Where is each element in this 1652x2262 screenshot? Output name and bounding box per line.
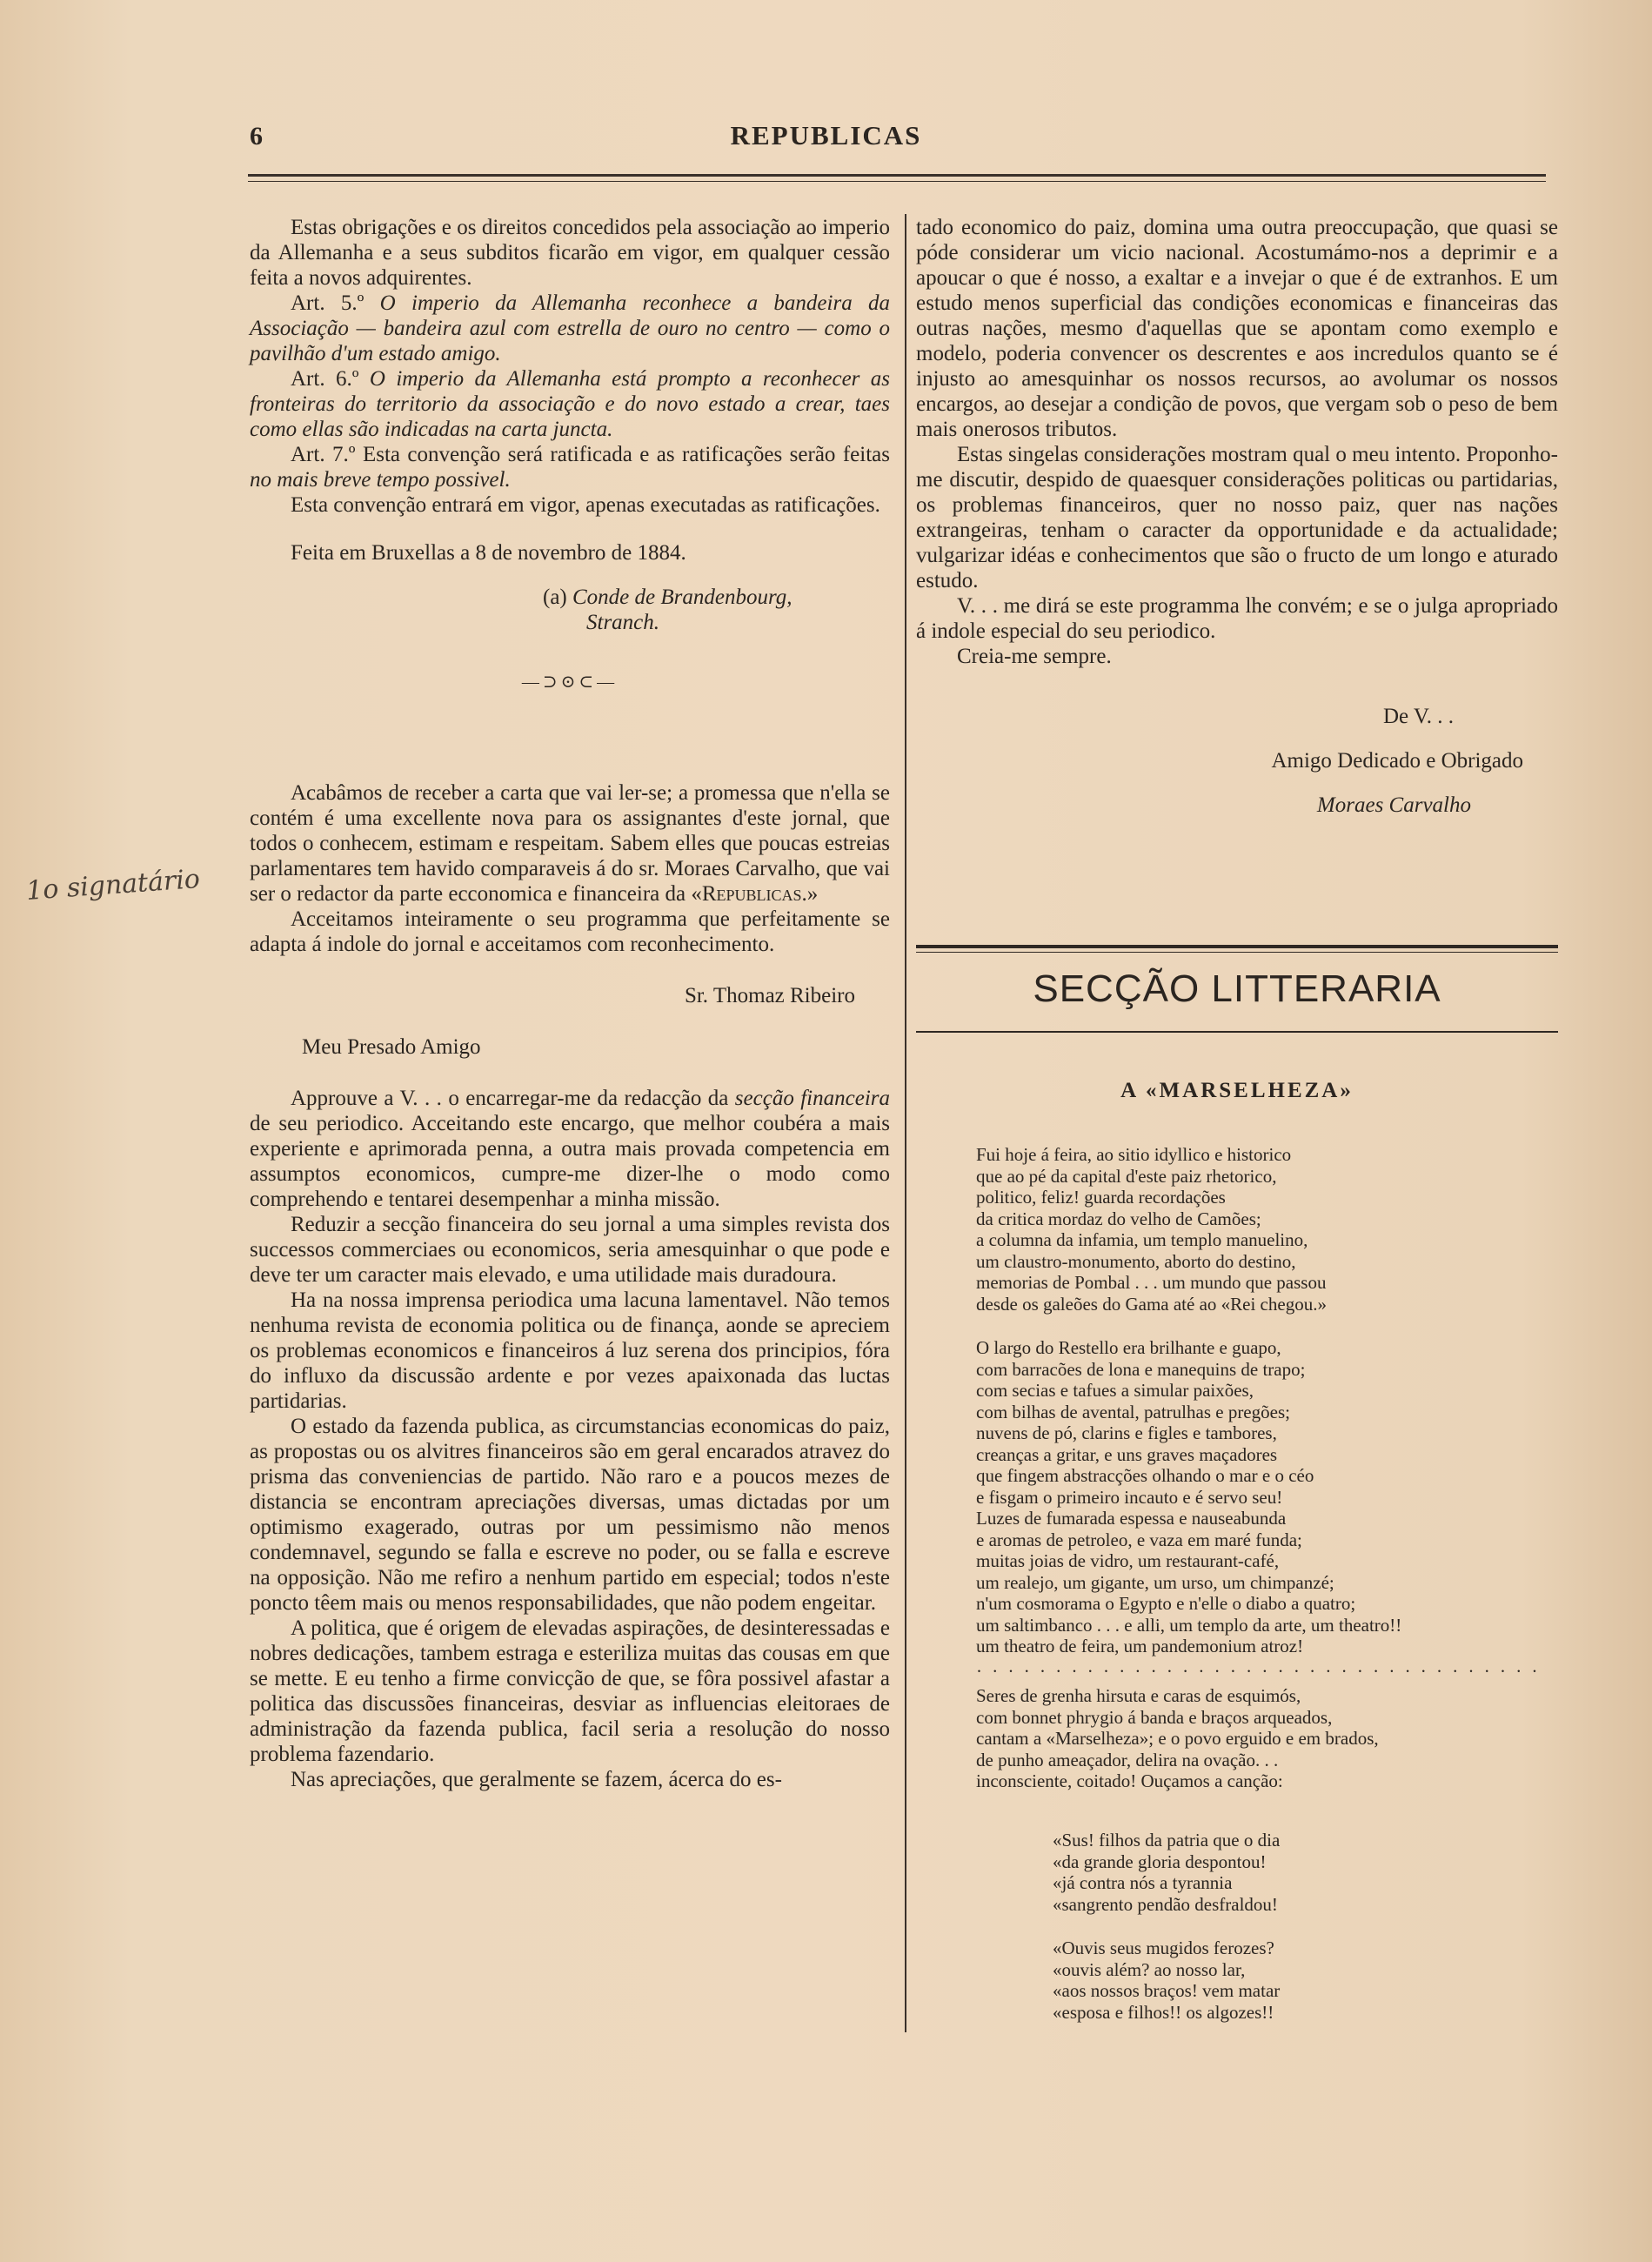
editor-intro: Acabâmos de receber a carta que vai ler-se; a promessa que n'ella se contém é uma excellente nova para os assignantes d'este jornal, que todos o conhecem, estimam e respeitam. Sabem elles que poucas estreias parlamentares tem havido comparaveis á do sr. Moraes Carvalho, que vai ser o redactor da parte ecconomica e financeira da «Republicas.» xyxy=(250,781,890,906)
section-rule-thin xyxy=(916,952,1558,953)
poem-line: de punho ameaçador, delira na ovação. . . xyxy=(976,1749,1279,1770)
paragraph: Acceitamos inteiramente o seu programma que perfeitamente se adapta á indole do jornal e acceitamos com reconhecimento. xyxy=(250,907,890,956)
letter-closing: Creia-me sempre. xyxy=(957,645,1112,668)
letter-paragraph: Approuve a V. . . o encarregar-me da redacção da secção financeira de seu periodico. Acceitando este encargo, que melhor coubéra a mais experiente e aprimorada penna, a outra mais provada competencia em assumptos economicos, cumpre-me dizer-lhe o modo como comprehendo e tentarei desempenhar a minha missão. xyxy=(250,1087,890,1211)
song-line: «já contra nós a tyrannia xyxy=(1053,1872,1233,1893)
poem-line: desde os galeões do Gama até ao «Rei chegou.» xyxy=(976,1293,1327,1315)
poem-line: da critica mordaz do velho de Camões; xyxy=(976,1208,1261,1229)
poem-stanza xyxy=(976,1337,1533,1657)
song-line: «Ouvis seus mugidos ferozes? xyxy=(1053,1937,1274,1958)
song-line: «ouvis além? ao nosso lar, xyxy=(1053,1958,1246,1980)
poem-line: memorias de Pombal . . . um mundo que passou xyxy=(976,1272,1327,1293)
poem-line: muitas joias de vidro, um restaurant-café, xyxy=(976,1550,1280,1571)
article-5: Art. 5.º O imperio da Allemanha reconhece a bandeira da Associação — bandeira azul com estrella de ouro no centro — como o pavilhão d'um estado amigo. xyxy=(250,291,890,365)
section-rule-thick xyxy=(916,945,1558,948)
poem-title: A «MARSELHEZA» xyxy=(1120,1079,1354,1102)
poem-stanza xyxy=(976,1685,1533,1792)
letter-paragraph: A politica, que é origem de elevadas aspirações, de desinteressadas e nobres dedicações, tambem estraga e esteriliza muitas das cousas em que se mette. E eu tenho a firme convicção de que, se fôra possivel afastar a politica das discussões financeiras, desviar as influencias eleitoraes de administração da fazenda publica, facil seria a resolução do nosso problema fazendario. xyxy=(250,1616,890,1766)
poem-line: um realejo, um gigante, um urso, um chimpanzé; xyxy=(976,1571,1334,1593)
column-divider xyxy=(905,214,906,2032)
song-line: «Sus! filhos da patria que o dia xyxy=(1053,1830,1281,1850)
ornament-divider: —⊃⊙⊂— xyxy=(521,673,619,692)
letter-paragraph: Reduzir a secção financeira do seu jornal a uma simples revista dos successos commerciaes ou economicos, seria amesquinhar o que pode e deve ter um caracter mais elevado, e uma utilidade mais duradoura. xyxy=(250,1213,890,1287)
letter-paragraph: O estado da fazenda publica, as circumstancias economicas do paiz, as propostas ou os alvitres financeiros são em geral encarados atravez do prisma das conveniencias de partido. Não raro e a poucos mezes de distancia se encontram apreciações diversas, umas dictadas por um optimismo exagerado, outras por um pessimismo não menos condemnavel, segundo se falla e escreve no poder, ou se falla e escreve na opposição. Não me refiro a nenhum partido em especial; todos n'este poncto têem mais ou menos responsabilidades, que não podem engeitar. xyxy=(250,1415,890,1615)
song-line: «aos nossos braços! vem matar xyxy=(1053,1980,1281,2001)
letter-paragraph: Nas apreciações, que geralmente se fazem, ácerca do es- xyxy=(291,1768,782,1791)
song-line: «sangrento pendão desfraldou! xyxy=(1053,1893,1278,1915)
song-line: «esposa e filhos!! os algozes!! xyxy=(1053,2001,1274,2023)
signature-second: Stranch. xyxy=(586,611,660,634)
poem-line: n'um cosmorama o Egypto e n'elle o diabo a quatro; xyxy=(976,1593,1356,1614)
poem-line: um claustro-monumento, aborto do destino, xyxy=(976,1250,1296,1272)
poem-line: nuvens de pó, clarins e figles e tambores, xyxy=(976,1422,1277,1443)
paragraph: Estas obrigações e os direitos concedidos pela associação ao imperio da Allemanha e a seus subditos ficarão em vigor, em qualquer cessão feita a novos adquirentes. xyxy=(250,216,890,290)
page-number: 6 xyxy=(250,122,263,151)
dateline: Feita em Bruxellas a 8 de novembro de 1884. xyxy=(291,541,686,565)
header-rule-thin xyxy=(248,181,1546,182)
poem-line: a columna da infamia, um templo manuelino, xyxy=(976,1229,1308,1250)
header-rule xyxy=(248,174,1546,177)
poem-line: que ao pé da capital d'este paiz rhetorico, xyxy=(976,1165,1277,1187)
letter-salutation: Meu Presado Amigo xyxy=(302,1035,481,1059)
handwritten-margin-note: 1o signatário xyxy=(25,864,202,907)
poem-line: e aromas de petroleo, e vaza em maré funda; xyxy=(976,1529,1302,1550)
poem-line: cantam a «Marselheza»; e o povo erguido e em brados, xyxy=(976,1728,1379,1749)
section-title: SECÇÃO LITTERARIA xyxy=(1033,967,1441,1010)
letter-addressee: Sr. Thomaz Ribeiro xyxy=(684,984,855,1007)
letter-paragraph: tado economico do paiz, domina uma outra preoccupação, que quasi se póde considerar um vicio nacional. Acostumámo-nos a deprimir e a apoucar o que é nosso, a exaltar e a invejar o que é de extranhos. E um estudo menos superficial das condições economicas e financeiras das outras nações, mesmo d'aquellas que se apontam como exemplo e modelo, poderia convencer os descrentes e aos incredulos quanto se é injusto ao amesquinhar os nossos recursos, ao avolumar os nossos encargos, ao desejar a condição de povos, que vergam sob o peso de bem mais onerosos tributos. xyxy=(916,216,1558,441)
poem-line: inconsciente, coitado! Ouçamos a canção: xyxy=(976,1770,1283,1791)
article-6: Art. 6.º O imperio da Allemanha está prompto a reconhecer as fronteiras do territorio da associação e do novo estado a crear, taes como ellas são indicadas na carta juncta. xyxy=(250,367,891,441)
section-rule-bottom xyxy=(916,1031,1558,1033)
poem-line: e fisgam o primeiro incauto e é servo seu! xyxy=(976,1486,1283,1508)
letter-paragraph: V. . . me dirá se este programma lhe convém; e se o julga apropriado á indole especial do seu periodico. xyxy=(916,594,1558,643)
poem-song xyxy=(1053,1830,1505,2045)
letter-signature: Moraes Carvalho xyxy=(1316,793,1471,817)
poem-line: Luzes de fumarada espessa e nauseabunda xyxy=(976,1508,1287,1529)
poem-line: com secias e tafues a simular paixões, xyxy=(976,1380,1254,1401)
letter-paragraph: Estas singelas considerações mostram qual o meu intento. Proponho-me discutir, despido de quaesquer considerações politicas ou partidarias, os problemas financeiros, quer no nosso paiz, quer nas nações extrangeiras, tenham o caracter da opportunidade e da actualidade; vulgarizar idéas e conhecimentos que são o fructo de um longo e aturado estudo. xyxy=(916,443,1558,592)
right-column-top xyxy=(916,215,1558,818)
poem-line: com bilhas de avental, patrulhas e pregões; xyxy=(976,1401,1290,1422)
poem-line: um theatro de feira, um pandemonium atroz! xyxy=(976,1636,1304,1656)
poem-line: com barracões de lona e manequins de trapo; xyxy=(976,1358,1306,1380)
left-column-top xyxy=(250,215,890,730)
poem-line: creanças a gritar, e uns graves maçadores xyxy=(976,1443,1278,1465)
poem-line: um saltimbanco . . . e alli, um templo da arte, um theatro!! xyxy=(976,1614,1402,1636)
poem-line: que fingem abstracções olhando o mar e o céo xyxy=(976,1465,1314,1486)
song-stanza xyxy=(1053,1830,1505,1915)
poem-line: Fui hoje á feira, ao sitio idyllico e historico xyxy=(976,1144,1292,1165)
letter-de-v: De V. . . xyxy=(1382,705,1454,728)
letter-amigo: Amigo Dedicado e Obrigado xyxy=(1271,749,1523,773)
poem-stanza xyxy=(976,1144,1533,1315)
poem-line: politico, feliz! guarda recordações xyxy=(976,1187,1226,1208)
left-column-bottom xyxy=(250,780,890,1792)
poem-line: Seres de grenha hirsuta e caras de esquimós, xyxy=(976,1685,1301,1706)
signature-block: (a) Conde de Brandenbourg, xyxy=(543,586,793,609)
article-7: Art. 7.º Esta convenção será ratificada e as ratificações serão feitas no mais breve tempo possivel. xyxy=(250,443,890,492)
poem-ellipsis-dots: · · · · · · · · · · · · · · · · · · · · · · · · · · · · · · · · · · · · xyxy=(976,1660,1541,1682)
song-line: «da grande gloria despontou! xyxy=(1053,1850,1267,1872)
song-stanza xyxy=(1053,1937,1505,2023)
letter-paragraph: Ha na nossa imprensa periodica uma lacuna lamentavel. Não temos nenhuma revista de economia politica ou de finança, aonde se apreciem os problemas economicos e financeiros á luz serena dos principios, fóra do influxo da discussão ardente e por vezes apaixonada das luctas partidarias. xyxy=(250,1288,890,1413)
poem-line: com bonnet phrygio á banda e braços arqueados, xyxy=(976,1706,1333,1728)
page-header-title: REPUBLICAS xyxy=(730,120,922,151)
poem-body xyxy=(976,1144,1541,1815)
paragraph: Esta convenção entrará em vigor, apenas executadas as ratificações. xyxy=(291,493,880,517)
poem-line: O largo do Restello era brilhante e guapo, xyxy=(976,1337,1281,1358)
